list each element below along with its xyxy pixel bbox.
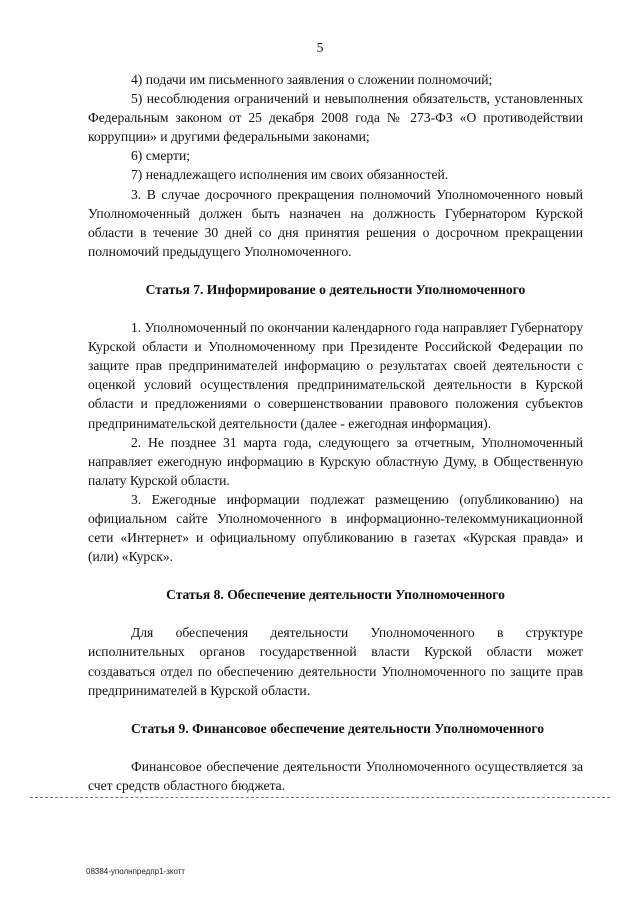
spacer xyxy=(88,604,583,623)
footer-file-code: 08384-уполнпредпр1-зкотт xyxy=(86,867,186,876)
article-7-clause-1: 1. Уполномоченный по окончании календарного года направляет Губернатору Курской области и Уполномоченному при Президенте Российской Федерации по защите прав предпринимателей информацию о результатах своей деятельности с оценкой условий осуществления предпринимательской деятельности в Курской области и предложениями о совершенствовании правового положения субъектов предпринимательской деятельности (далее - ежегодная информация). xyxy=(88,320,583,431)
item-5-paragraph: 5) несоблюдения ограничений и невыполнения обязательств, установленных Федеральным законом от 25 декабря 2008 года № 273-ФЗ «О противодействии коррупции» и другими федеральными законами; xyxy=(88,91,583,145)
article-9-heading: Статья 9. Финансовое обеспечение деятельности Уполномоченного xyxy=(131,720,545,736)
spacer xyxy=(88,299,583,318)
spacer xyxy=(88,738,583,757)
article-9-paragraph: Финансовое обеспечение деятельности Уполномоченного осуществляется за счет средств областного бюджета. xyxy=(88,758,583,793)
item-7-paragraph: 7) ненадлежащего исполнения им своих обязанностей. xyxy=(131,167,449,183)
article-8-heading: Статья 8. Обеспечение деятельности Уполномоченного xyxy=(166,587,505,603)
page-number: 5 xyxy=(316,40,324,55)
spacer xyxy=(88,700,583,719)
article-7-clause-3: 3. Ежегодные информации подлежат размещению (опубликованию) на официальном сайте Уполномоченного в информационно-телекоммуникационной сети «Интернет» и официальному опубликованию в газетах «Курская правда» и (или) «Курск». xyxy=(88,491,583,565)
spacer xyxy=(88,261,583,280)
item-6-paragraph: 6) смерти; xyxy=(131,148,191,164)
spacer xyxy=(88,566,583,585)
clause-3-paragraph: 3. В случае досрочного прекращения полномочий Уполномоченного новый Уполномоченный должен быть назначен на должность Губернатором Курской области в течение 30 дней со дня принятия решения о досрочном прекращении полномочий предыдущего Уполномоченного. xyxy=(88,186,583,259)
article-7-clause-2: 2. Не позднее 31 марта года, следующего за отчетным, Уполномоченный направляет ежегодную информацию в Курскую областную Думу, в Общественную палату Курской области. xyxy=(88,434,583,488)
divider-line xyxy=(30,797,610,798)
article-7-heading: Статья 7. Информирование о деятельности Уполномоченного xyxy=(145,281,526,297)
document-body xyxy=(88,70,583,795)
item-4-paragraph: 4) подачи им письменного заявления о сложении полномочий; xyxy=(131,72,493,87)
article-8-paragraph: Для обеспечения деятельности Уполномоченного в структуре исполнительных органов государственной власти Курской области может создаваться отдел по обеспечению деятельности Уполномоченного по защите прав предпринимателей в Курской области. xyxy=(88,625,583,698)
